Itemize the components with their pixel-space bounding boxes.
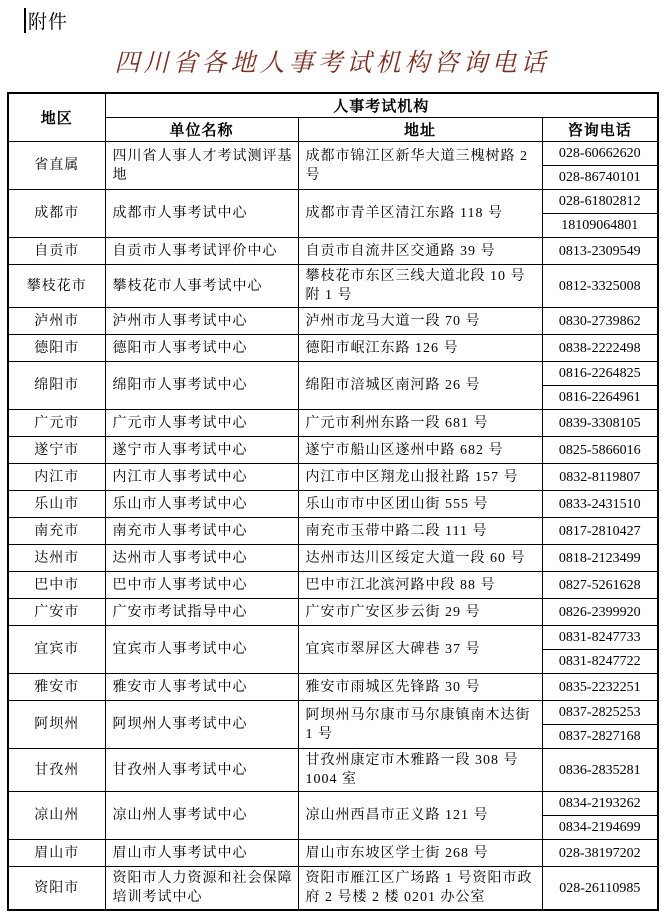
header-region: 地区 [8, 93, 105, 142]
phone-number: 0836-2835281 [558, 762, 641, 778]
table-row-suining [8, 437, 658, 464]
phone-number: 0833-2431510 [558, 496, 641, 512]
phone-number: 0816-2264961 [543, 385, 658, 409]
table-row-zigong [8, 238, 658, 265]
table-row-guangyuan [8, 410, 658, 437]
phone-cell [542, 308, 658, 335]
table-row-yaan [8, 674, 658, 701]
region-cell: 泸州市 [8, 308, 105, 335]
address-cell: 凉山州西昌市正义路 121 号 [298, 792, 542, 840]
org-name-cell: 泸州市人事考试中心 [105, 308, 298, 335]
phone-number: 028-86740101 [543, 165, 658, 189]
table-row-mianyang [8, 362, 658, 410]
table-row-deyang [8, 335, 658, 362]
phone-number: 0835-2232251 [558, 679, 641, 695]
phone-cell [542, 464, 658, 491]
phone-number: 0839-3308105 [558, 415, 641, 431]
table-row-panzhihua [8, 265, 658, 308]
org-name-cell: 雅安市人事考试中心 [105, 674, 298, 701]
table-row-ziyang [8, 867, 658, 911]
table-row-aba [8, 701, 658, 749]
region-cell: 省直属 [8, 142, 105, 190]
address-cell: 南充市玉带中路二段 111 号 [298, 518, 542, 545]
phone-cell [542, 410, 658, 437]
phone-cell [542, 749, 658, 792]
attachment-label: 附件 [28, 12, 69, 33]
region-cell: 阿坝州 [8, 701, 105, 749]
table-row-leshan [8, 491, 658, 518]
phone-number: 0831-8247733 [558, 630, 641, 645]
text-cursor [24, 8, 26, 33]
header-row-2 [8, 118, 658, 142]
phone-cell [542, 335, 658, 362]
table-row-chengdu [8, 190, 658, 238]
header-org-name: 单位名称 [105, 118, 298, 142]
phone-cell [542, 701, 658, 749]
org-name-cell: 巴中市人事考试中心 [105, 572, 298, 599]
region-cell: 攀枝花市 [8, 265, 105, 308]
address-cell: 成都市青羊区清江东路 118 号 [298, 190, 542, 238]
region-cell: 宜宾市 [8, 626, 105, 674]
region-cell: 绵阳市 [8, 362, 105, 410]
region-cell: 南充市 [8, 518, 105, 545]
address-cell: 雅安市雨城区先锋路 30 号 [298, 674, 542, 701]
phone-number: 028-26110985 [559, 880, 641, 896]
phone-number: 0831-8247722 [543, 649, 658, 673]
region-cell: 乐山市 [8, 491, 105, 518]
phone-number: 0837-2825253 [558, 705, 641, 720]
table-row-luzhou [8, 308, 658, 335]
org-name-cell: 自贡市人事考试评价中心 [105, 238, 298, 265]
page-title: 四川省各地人事考试机构咨询电话 [114, 50, 550, 77]
phone-cell [542, 545, 658, 572]
address-cell: 自贡市自流井区交通路 39 号 [298, 238, 542, 265]
org-name-cell: 绵阳市人事考试中心 [105, 362, 298, 410]
table-row-yibin [8, 626, 658, 674]
table-row-meishan [8, 840, 658, 867]
address-cell: 宜宾市翠屏区大碑巷 37 号 [298, 626, 542, 674]
phone-number: 0827-5261628 [558, 577, 641, 593]
region-cell: 自贡市 [8, 238, 105, 265]
org-name-cell: 广元市人事考试中心 [105, 410, 298, 437]
phone-number: 18109064801 [543, 213, 658, 237]
org-name-cell: 宜宾市人事考试中心 [105, 626, 298, 674]
org-name-cell: 四川省人事人才考试测评基地 [105, 142, 298, 190]
table-row-guangan [8, 599, 658, 626]
phone-cell [542, 599, 658, 626]
attachment-header [24, 7, 664, 34]
org-name-cell: 乐山市人事考试中心 [105, 491, 298, 518]
org-name-cell: 成都市人事考试中心 [105, 190, 298, 238]
address-cell: 遂宁市船山区遂州中路 682 号 [298, 437, 542, 464]
region-cell: 甘孜州 [8, 749, 105, 792]
region-cell: 雅安市 [8, 674, 105, 701]
phone-cell [542, 518, 658, 545]
phone-number: 0838-2222498 [558, 340, 641, 356]
region-cell: 德阳市 [8, 335, 105, 362]
phone-cell [542, 867, 658, 911]
region-cell: 遂宁市 [8, 437, 105, 464]
phone-number: 0817-2810427 [558, 523, 641, 539]
table-row-provincial [8, 142, 658, 190]
phone-directory-table [7, 92, 659, 911]
header-group: 人事考试机构 [105, 93, 658, 118]
region-cell: 广元市 [8, 410, 105, 437]
header-phone: 咨询电话 [542, 118, 658, 142]
region-cell: 成都市 [8, 190, 105, 238]
org-name-cell: 攀枝花市人事考试中心 [105, 265, 298, 308]
phone-cell [542, 491, 658, 518]
address-cell: 眉山市东坡区学士街 268 号 [298, 840, 542, 867]
org-name-cell: 德阳市人事考试中心 [105, 335, 298, 362]
address-cell: 攀枝花市东区三线大道北段 10 号附 1 号 [298, 265, 542, 308]
region-cell: 资阳市 [8, 867, 105, 911]
address-cell: 资阳市雁江区广场路 1 号资阳市政府 2 号楼 2 楼 0201 办公室 [298, 867, 542, 911]
table-row-bazhong [8, 572, 658, 599]
header-row-1 [8, 93, 658, 118]
table-row-liangshan [8, 792, 658, 840]
address-cell: 德阳市岷江东路 126 号 [298, 335, 542, 362]
org-name-cell: 达州市人事考试中心 [105, 545, 298, 572]
table-row-ganzi [8, 749, 658, 792]
phone-number: 0825-5866016 [558, 442, 641, 458]
org-name-cell: 遂宁市人事考试中心 [105, 437, 298, 464]
phone-number: 0837-2827168 [543, 724, 658, 748]
org-name-cell: 广安市考试指导中心 [105, 599, 298, 626]
address-cell: 阿坝州马尔康市马尔康镇南木达街 1 号 [298, 701, 542, 749]
address-cell: 乐山市市中区团山街 555 号 [298, 491, 542, 518]
table-row-neijiang [8, 464, 658, 491]
region-cell: 眉山市 [8, 840, 105, 867]
region-cell: 巴中市 [8, 572, 105, 599]
table-row-dazhou [8, 545, 658, 572]
region-cell: 内江市 [8, 464, 105, 491]
address-cell: 内江市中区翔龙山报社路 157 号 [298, 464, 542, 491]
phone-cell [542, 674, 658, 701]
phone-cell [542, 572, 658, 599]
region-cell: 凉山州 [8, 792, 105, 840]
phone-number: 0834-2194699 [543, 815, 658, 839]
phone-number: 0812-3325008 [558, 278, 641, 294]
phone-cell [542, 792, 658, 840]
phone-number: 0813-2309549 [558, 243, 641, 259]
region-cell: 广安市 [8, 599, 105, 626]
org-name-cell: 资阳市人力资源和社会保障培训考试中心 [105, 867, 298, 911]
address-cell: 泸州市龙马大道一段 70 号 [298, 308, 542, 335]
address-cell: 成都市锦江区新华大道三槐树路 2 号 [298, 142, 542, 190]
address-cell: 巴中市江北滨河路中段 88 号 [298, 572, 542, 599]
region-cell: 达州市 [8, 545, 105, 572]
phone-number: 0826-2399920 [558, 604, 641, 620]
phone-cell [542, 840, 658, 867]
org-name-cell: 内江市人事考试中心 [105, 464, 298, 491]
address-cell: 甘孜州康定市木雅路一段 308 号 1004 室 [298, 749, 542, 792]
address-cell: 达州市达川区绥定大道一段 60 号 [298, 545, 542, 572]
phone-number: 028-38197202 [558, 845, 641, 861]
org-name-cell: 阿坝州人事考试中心 [105, 701, 298, 749]
header-address: 地址 [298, 118, 542, 142]
org-name-cell: 眉山市人事考试中心 [105, 840, 298, 867]
phone-cell [542, 362, 658, 410]
phone-cell [542, 238, 658, 265]
org-name-cell: 凉山州人事考试中心 [105, 792, 298, 840]
phone-number: 0834-2193262 [558, 796, 641, 811]
address-cell: 广元市利州东路一段 681 号 [298, 410, 542, 437]
phone-number: 0830-2739862 [558, 313, 641, 329]
phone-number: 028-60662620 [558, 146, 641, 161]
org-name-cell: 南充市人事考试中心 [105, 518, 298, 545]
org-name-cell: 甘孜州人事考试中心 [105, 749, 298, 792]
table-row-nanchong [8, 518, 658, 545]
phone-cell [542, 265, 658, 308]
phone-number: 0832-8119807 [559, 469, 641, 485]
phone-cell [542, 142, 658, 190]
phone-number: 028-61802812 [558, 194, 641, 209]
phone-cell [542, 626, 658, 674]
phone-cell [542, 190, 658, 238]
phone-cell [542, 437, 658, 464]
phone-number: 0818-2123499 [558, 550, 641, 566]
phone-number: 0816-2264825 [558, 366, 641, 381]
address-cell: 绵阳市涪城区南河路 26 号 [298, 362, 542, 410]
address-cell: 广安市广安区步云街 29 号 [298, 599, 542, 626]
